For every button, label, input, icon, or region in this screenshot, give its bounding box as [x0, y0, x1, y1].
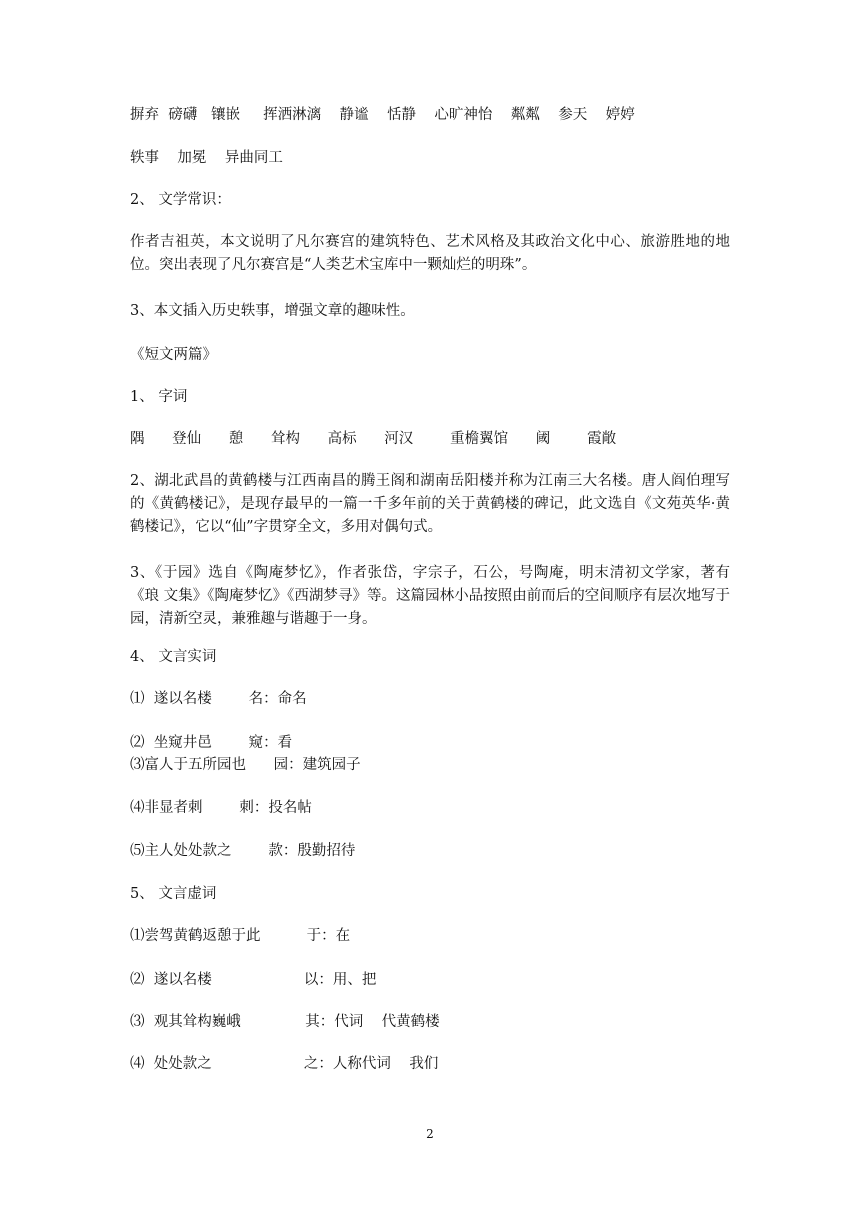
page-number: 2	[426, 1127, 434, 1141]
function-word-2: ⑵ 遂以名楼 以：用、把	[130, 972, 377, 988]
paragraph-author: 作者吉祖英，本文说明了凡尔赛宫的建筑特色、艺术风格及其政治文化中心、旅游胜地的地位。突出表现了凡尔赛宫是“人类艺术宝库中一颗灿烂的明珠”。	[130, 234, 730, 273]
content-word-2: ⑵ 坐窥井邑 窥：看	[130, 735, 293, 751]
content-word-5: ⑸主人处处款之 款：殷勤招待	[130, 843, 356, 859]
function-word-1: ⑴尝驾黄鹤返憩于此 于：在	[130, 928, 351, 944]
content-word-4: ⑷非显者刺 刺：投名帖	[130, 800, 312, 816]
vocab-line-2: 轶事 加冕 异曲同工	[130, 150, 283, 166]
paragraph-yellow-crane-tower: 2、湖北武昌的黄鹤楼与江西南昌的腾王阁和湖南岳阳楼并称为江南三大名楼。唐人阎伯理写的《黄鹤楼记》，是现存最早的一篇一千多年前的关于黄鹤楼的碑记，此文选自《文苑英华·黄鹤楼记》，它以“仙”字贯穿全文，多用对偶句式。	[130, 473, 730, 535]
section-function-words: 5、 文言虚词	[130, 886, 217, 902]
heading-two-short-essays: 《短文两篇》	[130, 347, 217, 363]
content-word-3: ⑶富人于五所园也 园：建筑园子	[130, 757, 361, 773]
section-literary-knowledge: 2、 文学常识：	[130, 192, 231, 208]
function-word-3: ⑶ 观其耸构巍峨 其：代词 代黄鹤楼	[130, 1014, 440, 1030]
function-word-4: ⑷ 处处款之 之：人称代词 我们	[130, 1056, 439, 1072]
vocab-line-3: 隅 登仙 憩 耸构 高标 河汉 重檐翼馆 阈 霞敞	[130, 431, 617, 447]
paragraph-anecdote: 3、本文插入历史轶事，增强文章的趣味性。	[130, 303, 415, 319]
vocab-line-1: 摒弃 磅礴 镶嵌 挥洒淋漓 静谧 恬静 心旷神怡 粼粼 参天 婷婷	[130, 107, 635, 123]
content-word-1: ⑴ 遂以名楼 名：命名	[130, 691, 307, 707]
paragraph-yu-garden: 3、《于园》选自《陶庵梦忆》，作者张岱，字宗子，石公，号陶庵，明末清初文学家，著有《琅 文集》《陶庵梦忆》《西湖梦寻》等。这篇园林小品按照由前而后的空间顺序有层次地写于园，清新空灵，兼雅趣与谐趣于一身。	[130, 565, 730, 627]
section-content-words: 4、 文言实词	[130, 649, 217, 665]
section-words: 1、 字词	[130, 389, 188, 405]
